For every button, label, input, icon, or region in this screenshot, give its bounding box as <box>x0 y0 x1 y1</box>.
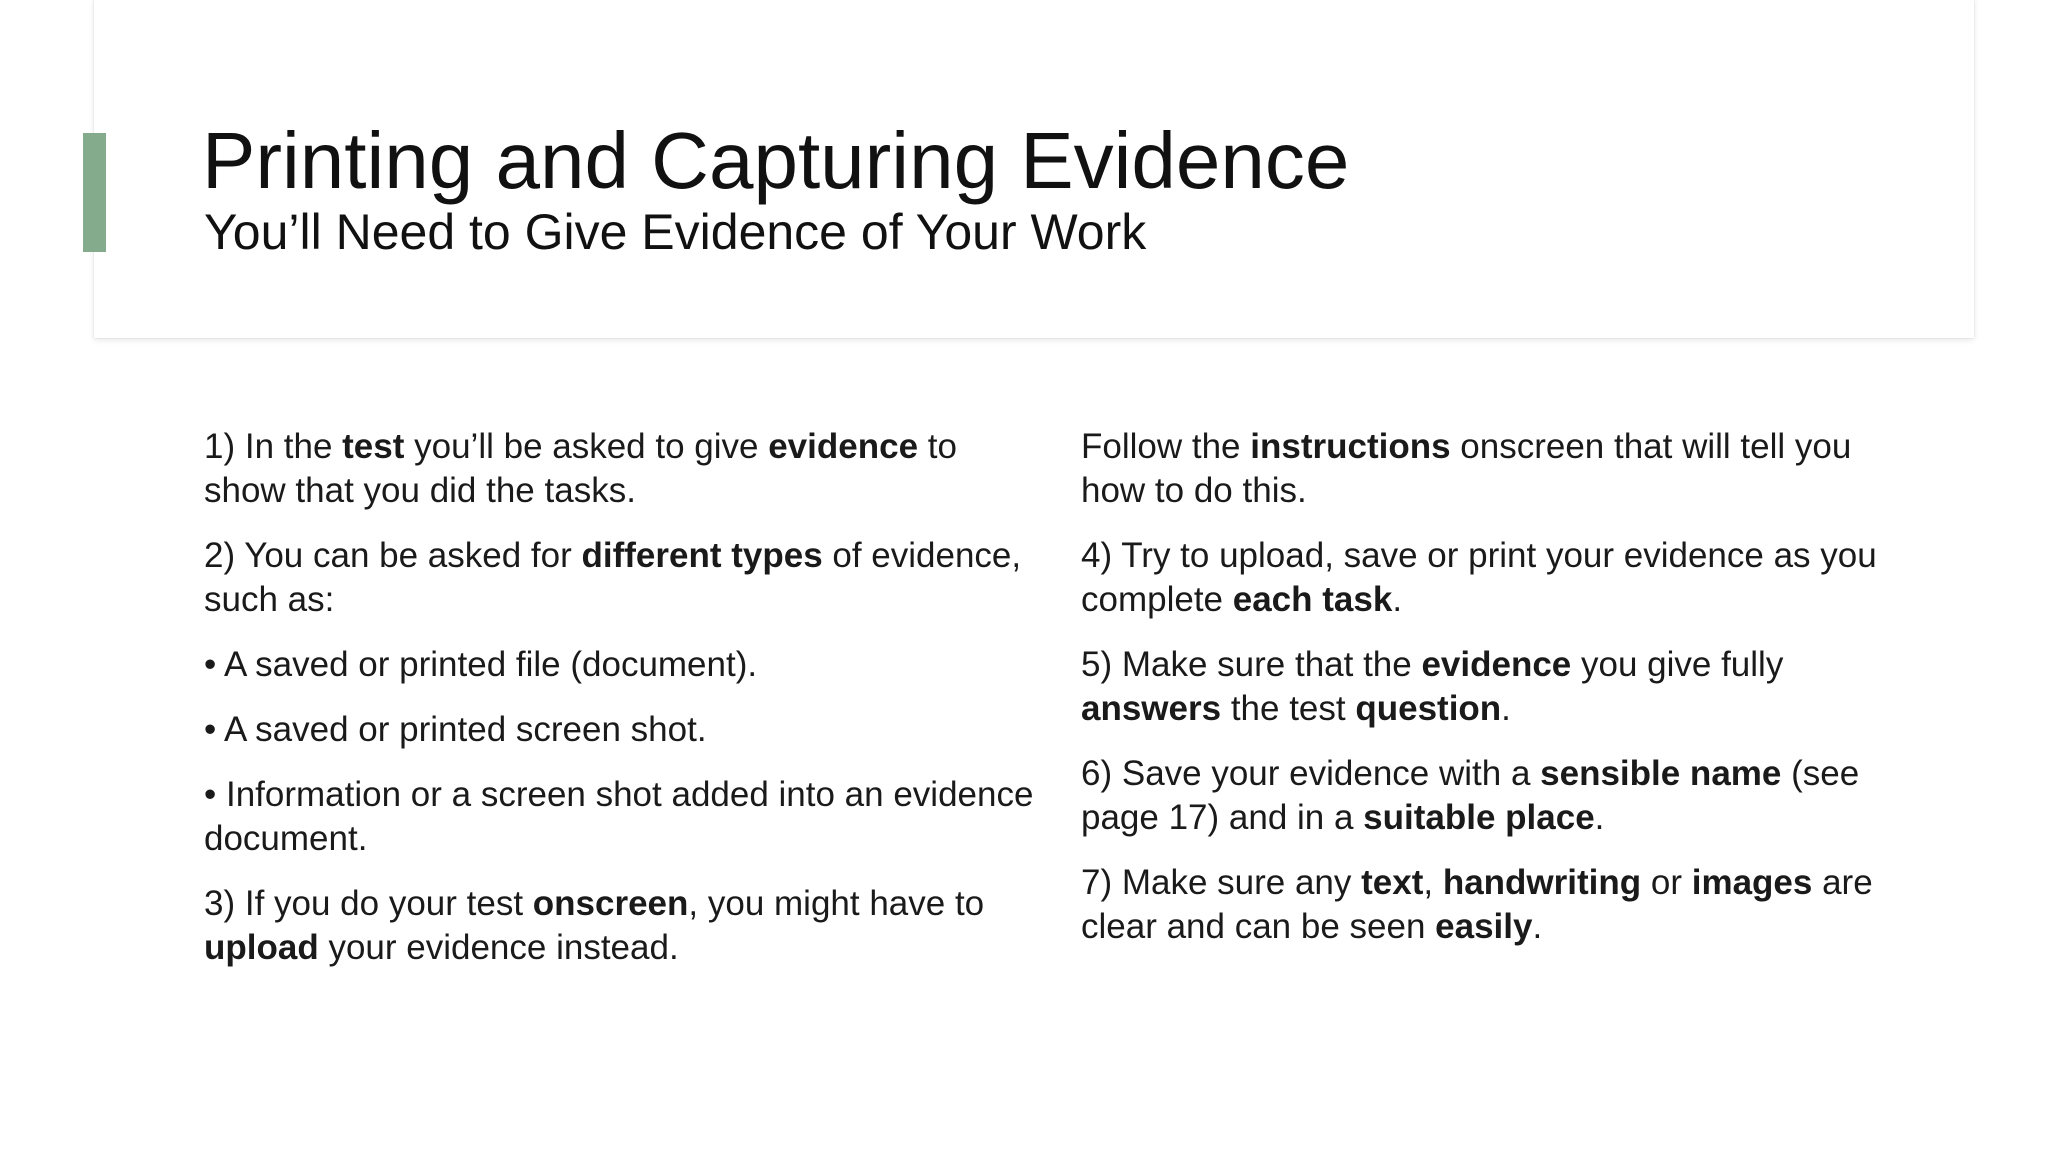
text-run: 6) Save your evidence with a <box>1081 754 1541 793</box>
text-run: clear and can be seen <box>1081 907 1436 946</box>
bold-text: images <box>1691 863 1813 902</box>
bold-text: evidence <box>1421 645 1572 684</box>
text-line <box>1081 643 1951 687</box>
text-line <box>204 817 1084 861</box>
text-run: 3) If you do your test <box>204 884 533 923</box>
text-run: , <box>1423 863 1443 902</box>
text-run: 1) In the <box>204 427 343 466</box>
text-run: . <box>1501 689 1511 728</box>
text-run: onscreen that will tell you <box>1450 427 1852 466</box>
text-line <box>204 708 1084 752</box>
left-text-column <box>204 425 1084 991</box>
text-line <box>1081 425 1951 469</box>
bold-text: each task <box>1232 580 1393 619</box>
accent-bar <box>83 133 106 252</box>
text-run: complete <box>1081 580 1233 619</box>
paragraph <box>1081 643 1951 731</box>
text-run: • A saved or printed file (document). <box>204 645 758 684</box>
text-run: (see <box>1781 754 1860 793</box>
right-text-column <box>1081 425 1951 970</box>
text-line <box>1081 861 1951 905</box>
text-run: page 17) and in a <box>1081 798 1364 837</box>
text-run: of evidence, <box>822 536 1022 575</box>
text-line <box>1081 534 1951 578</box>
text-run: 2) You can be asked for <box>204 536 582 575</box>
text-run: • A saved or printed screen shot. <box>204 710 707 749</box>
paragraph <box>204 643 1084 687</box>
text-line <box>204 643 1084 687</box>
text-run: 5) Make sure that the <box>1081 645 1422 684</box>
paragraph <box>204 708 1084 752</box>
bold-text: evidence <box>768 427 919 466</box>
text-line <box>204 773 1084 817</box>
text-run: or <box>1641 863 1692 902</box>
bold-text: suitable place <box>1363 798 1595 837</box>
bold-text: onscreen <box>532 884 689 923</box>
text-line <box>204 469 1084 513</box>
slide-subtitle: You’ll Need to Give Evidence of Your Work <box>204 204 1147 260</box>
text-run: 4) Try to upload, save or print your evidence as you <box>1081 536 1877 575</box>
text-line <box>204 882 1084 926</box>
paragraph <box>204 534 1084 622</box>
text-line <box>1081 905 1951 949</box>
text-run: you give fully <box>1571 645 1784 684</box>
text-run: document. <box>204 819 368 858</box>
text-run: you’ll be asked to give <box>404 427 769 466</box>
text-line <box>204 425 1084 469</box>
paragraph <box>1081 752 1951 840</box>
bold-text: different types <box>581 536 823 575</box>
paragraph <box>1081 861 1951 949</box>
paragraph <box>204 425 1084 513</box>
text-line <box>1081 469 1951 513</box>
text-run: such as: <box>204 580 335 619</box>
text-run: your evidence instead. <box>318 928 679 967</box>
bold-text: question <box>1355 689 1502 728</box>
text-line <box>204 926 1084 970</box>
bold-text: easily <box>1435 907 1533 946</box>
text-run: 7) Make sure any <box>1081 863 1362 902</box>
text-line <box>204 578 1084 622</box>
text-run: . <box>1532 907 1543 946</box>
text-run: , you might have to <box>688 884 985 923</box>
bold-text: test <box>342 427 405 466</box>
paragraph <box>204 882 1084 970</box>
text-line <box>1081 687 1951 731</box>
bold-text: handwriting <box>1442 863 1642 902</box>
text-line <box>204 534 1084 578</box>
bold-text: upload <box>204 928 319 967</box>
paragraph <box>204 773 1084 861</box>
text-run: . <box>1594 798 1605 837</box>
paragraph <box>1081 425 1951 513</box>
text-line <box>1081 752 1951 796</box>
text-run: • Information or a screen shot added into an evidence <box>204 775 1034 814</box>
text-run: show that you did the tasks. <box>204 471 636 510</box>
bold-text: text <box>1361 863 1424 902</box>
paragraph <box>1081 534 1951 622</box>
text-run: . <box>1392 580 1403 619</box>
text-line <box>1081 796 1951 840</box>
bold-text: instructions <box>1250 427 1451 466</box>
text-line <box>1081 578 1951 622</box>
slide-title: Printing and Capturing Evidence <box>202 116 1350 205</box>
bold-text: answers <box>1081 689 1222 728</box>
text-run: are <box>1812 863 1873 902</box>
text-run: how to do this. <box>1081 471 1307 510</box>
bold-text: sensible name <box>1540 754 1782 793</box>
text-run: the test <box>1221 689 1356 728</box>
text-run: to <box>918 427 957 466</box>
text-run: Follow the <box>1081 427 1251 466</box>
